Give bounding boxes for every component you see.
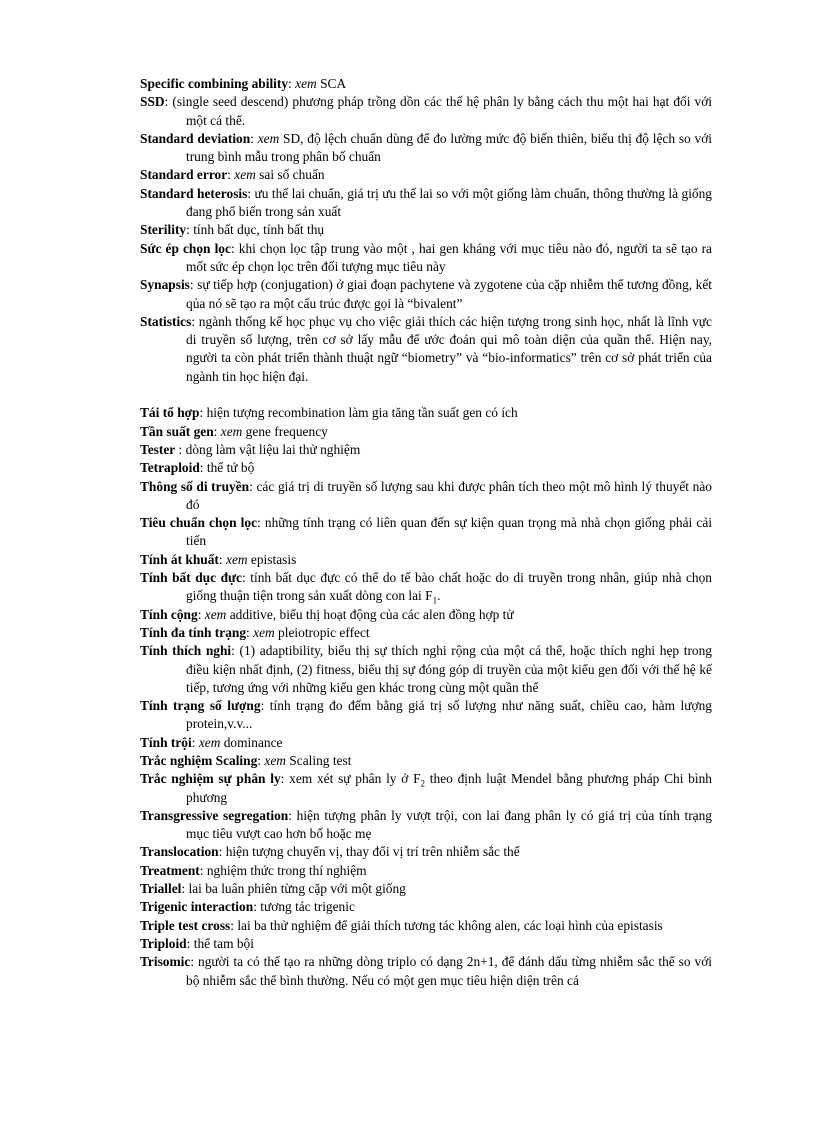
glossary-entry: Standard deviation: xem SD, độ lệch chuẩn dùng để đo lường mức độ biến thiên, biểu thị độ lệch so với trung bình mẫu trong phân bố chuẩn [140,130,712,165]
glossary-term: Thông số di truyền [140,478,250,494]
glossary-page [140,75,712,990]
glossary-entry: Trisomic: người ta có thể tạo ra những dòng triplo có dạng 2n+1, để đánh dấu từng nhiễm sắc thể so với bộ nhiễm sắc thể bình thường. Nếu có một gen mục tiêu hiện diện trên cá [140,954,712,988]
glossary-entry: Tính bất dục đực: tính bất dục đực có thể do tế bào chất hoặc do di truyền trong nhân, giúp nhà chọn giống thuận tiện trong sản xuất dòng con lai $F_1$. [140,570,712,606]
glossary-definition: hiện tượng phân ly vượt trội, con lai đang phân ly có giá trị của tính trạng mục tiêu vượt cao hơn bố hoặc mẹ [186,807,712,842]
glossary-entry: Triallel: lai ba luân phiên từng cặp với một giống [140,881,406,897]
glossary-definition: nghiệm thức trong thí nghiệm [203,862,367,878]
glossary-entry: Tiêu chuẩn chọn lọc: những tính trạng có liên quan đến sự kiện quan trọng mà nhà chọn giống phải cải tiến [140,515,712,549]
glossary-entry: Transgressive segregation: hiện tượng phân ly vượt trội, con lai đang phân ly có giá trị của tính trạng mục tiêu vượt cao hơn bố hoặc mẹ [140,807,712,842]
cross-reference-marker: xem [234,167,256,183]
glossary-entry: Triple test cross: lai ba thử nghiệm để giải thích tương tác không alen, các loại hình của epistasis [140,917,663,933]
glossary-entry: Tính cộng: xem additive, biểu thị hoạt động của các alen đồng hợp tử [140,606,514,622]
glossary-entry: Tái tổ hợp: hiện tượng recombination làm gia tăng tần suất gen có ích [140,405,518,421]
glossary-section-t [140,404,712,990]
glossary-entry: Tần suất gen: xem gene frequency [140,423,328,439]
glossary-term: Tính trạng số lượng [140,698,261,714]
glossary-definition: ưu thế lai chuẩn, giá trị ưu thế lai so với một giống làm chuẩn, thông thường là giống đang phổ biến trong sản xuất [186,185,712,220]
glossary-term: Tiêu chuẩn chọn lọc [140,515,258,531]
glossary-entry: Synapsis: sự tiếp hợp (conjugation) ở giai đoạn pachytene và zygotene của cặp nhiễm thể tương đồng, kết qủa nó sẽ tạo ra một cấu trúc được gọi là “bivalent” [140,277,712,311]
glossary-term: Trắc nghiệm sự phân ly [140,771,281,787]
glossary-term: Treatment [140,862,200,878]
cross-reference-marker: xem [253,624,275,640]
glossary-term: Tính át khuất [140,551,219,567]
glossary-entry: Triploid: thể tam bội [140,935,254,951]
glossary-term: Triple test cross [140,917,231,933]
glossary-entry: Sterility: tính bất dục, tính bất thụ [140,222,325,238]
glossary-term: Tester [140,441,176,457]
glossary-definition-tail: SD, độ lệch chuẩn dùng để đo lường mức độ biến thiên, biểu thị độ lệch so với trung bình mẫu trong phân bố chuẩn [186,130,712,165]
glossary-definition-tail: Scaling test [285,752,352,768]
glossary-definition: xem xét sự phân ly ở F [284,771,421,787]
glossary-definition-tail: additive, biểu thị hoạt động của các alen đồng hợp tử [226,606,514,622]
glossary-definition: hiện tượng chuyển vị, thay đổi vị trí trên nhiễm sắc thể [222,844,520,860]
cross-reference-marker: xem [226,551,248,567]
glossary-term: Standard heterosis [140,185,248,201]
glossary-entry: Tính thích nghi: (1) adaptibility, biểu thị sự thích nghi rộng của một cá thể, hoặc thích nghi hẹp trong điều kiện nhất định, (2) fitness, biểu thị sự đóng góp di truyền của một kiểu gen đối với thế hệ kế tiếp, tương ứng với những kiểu gen khác trong cùng một quần thể [140,643,712,695]
glossary-definition: lai ba thử nghiệm để giải thích tương tác không alen, các loại hình của epistasis [233,917,663,933]
glossary-definition-tail: epistasis [247,551,297,567]
glossary-entry: Translocation: hiện tượng chuyển vị, thay đổi vị trí trên nhiễm sắc thể [140,844,520,860]
glossary-term: Trigenic interaction [140,899,254,915]
glossary-term: Sức ép chọn lọc [140,240,231,256]
glossary-term: Synapsis [140,277,190,293]
section-gap [140,386,712,404]
glossary-term: Trisomic [140,954,191,970]
glossary-term: Tính trội [140,734,192,750]
glossary-term: Standard deviation [140,130,251,146]
glossary-term: Triploid [140,935,187,951]
glossary-entry: Tester : dòng làm vật liệu lai thử nghiệm [140,441,361,457]
subscript: 1 [432,595,438,606]
glossary-definition: (1) adaptibility, biểu thị sự thích nghi rộng của một cá thể, hoặc thích nghi hẹp trong điều kiện nhất định, (2) fitness, biểu thị sự đóng góp di truyền của một kiểu gen đối với thế hệ kế tiếp, tương ứng với những kiểu gen khác trong cùng một quần thể [186,643,712,695]
glossary-definition: tính trạng đo đếm bằng giá trị số lượng như năng suất, chiều cao, hàm lượng protein,v.v... [186,698,712,732]
cross-reference-marker: xem [257,130,280,146]
glossary-definition: tương tác trigenic [256,899,355,915]
glossary-entry: Treatment: nghiệm thức trong thí nghiệm [140,862,367,878]
glossary-term: Tính cộng [140,606,198,622]
glossary-term: Specific combining ability [140,76,289,91]
glossary-term: Tetraploid [140,460,200,476]
glossary-definition-end: . [437,588,441,604]
glossary-definition-tail: SCA [316,76,347,91]
cross-reference-marker: xem [198,734,221,750]
glossary-term: Statistics [140,313,192,329]
glossary-term: Tính thích nghi [140,643,232,659]
glossary-entry: Tính át khuất: xem epistasis [140,551,297,567]
glossary-definition-end: theo định luật Mendel bằng phương pháp Chi bình phương [186,771,712,805]
glossary-entry: Trắc nghiệm Scaling: xem Scaling test [140,752,352,768]
glossary-entry: Tính đa tính trạng: xem pleiotropic effect [140,624,370,640]
glossary-definition: sự tiếp hợp (conjugation) ở giai đoạn pachytene và zygotene của cặp nhiễm thể tương đồng, kết qủa nó sẽ tạo ra một cấu trúc được gọi là “bivalent” [186,277,712,311]
glossary-definition: thể tứ bộ [203,460,255,476]
glossary-term: Trắc nghiệm Scaling [140,752,258,768]
glossary-entry: Standard heterosis: ưu thế lai chuẩn, giá trị ưu thế lai so với một giống làm chuẩn, thông thường là giống đang phổ biến trong sản xuất [140,185,712,220]
glossary-definition: khi chọn lọc tập trung vào một , hai gen kháng với mục tiêu nào đó, người ta sẽ tạo ra mốt sức ép chọn lọc trên đối tượng mục tiêu này [186,240,712,274]
glossary-entry: SSD: (single seed descend) phương pháp trồng dồn các thế hệ phân ly bằng cách thu một hai hạt đối với một cá thể. [140,94,712,128]
glossary-definition: tính bất dục, tính bất thụ [189,222,325,238]
cross-reference-marker: xem [220,423,243,439]
glossary-entry: Tính trạng số lượng: tính trạng đo đếm bằng giá trị số lượng như năng suất, chiều cao, hàm lượng protein,v.v... [140,698,712,732]
glossary-definition-tail: gene frequency [242,423,328,439]
glossary-entry: Thông số di truyền: các giá trị di truyền số lượng sau khi được phân tích theo một mô hình lý thuyết nào đó [140,478,712,512]
glossary-entry: Sức ép chọn lọc: khi chọn lọc tập trung vào một , hai gen kháng với mục tiêu nào đó, người ta sẽ tạo ra mốt sức ép chọn lọc trên đối tượng mục tiêu này [140,240,712,274]
glossary-entry: Tính trội: xem dominance [140,734,283,750]
subscript: 2 [420,778,426,789]
glossary-term: Tính đa tính trạng [140,624,247,640]
glossary-definition: lai ba luân phiên từng cặp với một giống [185,881,406,897]
glossary-entry: Trắc nghiệm sự phân ly: xem xét sự phân ly ở $F_2$ theo định luật Mendel bằng phương pháp Chi bình phương [140,771,712,805]
glossary-definition-tail: pleiotropic effect [274,624,370,640]
glossary-term: Tần suất gen [140,423,214,439]
glossary-definition: hiện tượng recombination làm gia tăng tần suất gen có ích [203,405,518,421]
glossary-definition-tail: dominance [220,734,283,750]
cross-reference-marker: xem [264,752,286,768]
glossary-term: Tái tổ hợp [140,405,200,421]
glossary-section-s [140,75,712,386]
glossary-entry: Statistics: ngành thống kế học phục vụ cho việc giải thích các hiện tượng trong sinh học, nhất là lĩnh vực di truyền số lượng, trên cơ sở lấy mẫu để ước đoán qui mô toàn diện của quần thể. Hiện nay, người ta còn phát triển thành thuật ngữ “biometry” và “bio-informatics” trên cơ sở phát triển của ngành tin học hiện đại. [140,313,712,384]
glossary-term: Triallel [140,881,182,897]
glossary-definition: thể tam bội [190,935,254,951]
glossary-term: Transgressive segregation [140,807,289,823]
glossary-definition: người ta có thể tạo ra những dòng triplo có dạng 2n+1, để đánh dấu từng nhiễm sắc thể so với bộ nhiễm sắc thể bình thường. Nếu có một gen mục tiêu hiện diện trên cá [186,954,712,988]
glossary-definition: tính bất dục đực có thể do tế bào chất hoặc do di truyền trong nhân, giúp nhà chọn giống thuận tiện trong sản xuất dòng con lai F [186,570,712,604]
glossary-entry: Tetraploid: thể tứ bộ [140,460,255,476]
glossary-definition: ngành thống kế học phục vụ cho việc giải thích các hiện tượng trong sinh học, nhất là lĩnh vực di truyền số lượng, trên cơ sở lấy mẫu để ước đoán qui mô toàn diện của quần thể. Hiện nay, người ta còn phát triển thành thuật ngữ “biometry” và “bio-informatics” trên cơ sở phát triển của ngành tin học hiện đại. [186,313,712,384]
glossary-entry: Standard error: xem sai số chuẩn [140,167,325,183]
glossary-entry: Trigenic interaction: tương tác trigenic [140,899,355,915]
glossary-definition-tail: sai số chuẩn [255,167,325,183]
glossary-term: Standard error [140,167,228,183]
glossary-term: Sterility [140,222,187,238]
cross-reference-marker: xem [204,606,227,622]
glossary-term: SSD [140,94,165,110]
glossary-entry: Specific combining ability: xem SCA [140,76,347,91]
glossary-term: Tính bất dục đực [140,570,242,586]
cross-reference-marker: xem [295,76,317,91]
glossary-term: Translocation [140,844,219,860]
glossary-definition: (single seed descend) phương pháp trồng dồn các thế hệ phân ly bằng cách thu một hai hạt đối với một cá thể. [168,94,712,128]
glossary-definition: các giá trị di truyền số lượng sau khi được phân tích theo một mô hình lý thuyết nào đó [186,478,712,512]
glossary-definition: những tính trạng có liên quan đến sự kiện quan trọng mà nhà chọn giống phải cải tiến [186,515,712,549]
glossary-definition: dòng làm vật liệu lai thử nghiệm [182,441,361,457]
